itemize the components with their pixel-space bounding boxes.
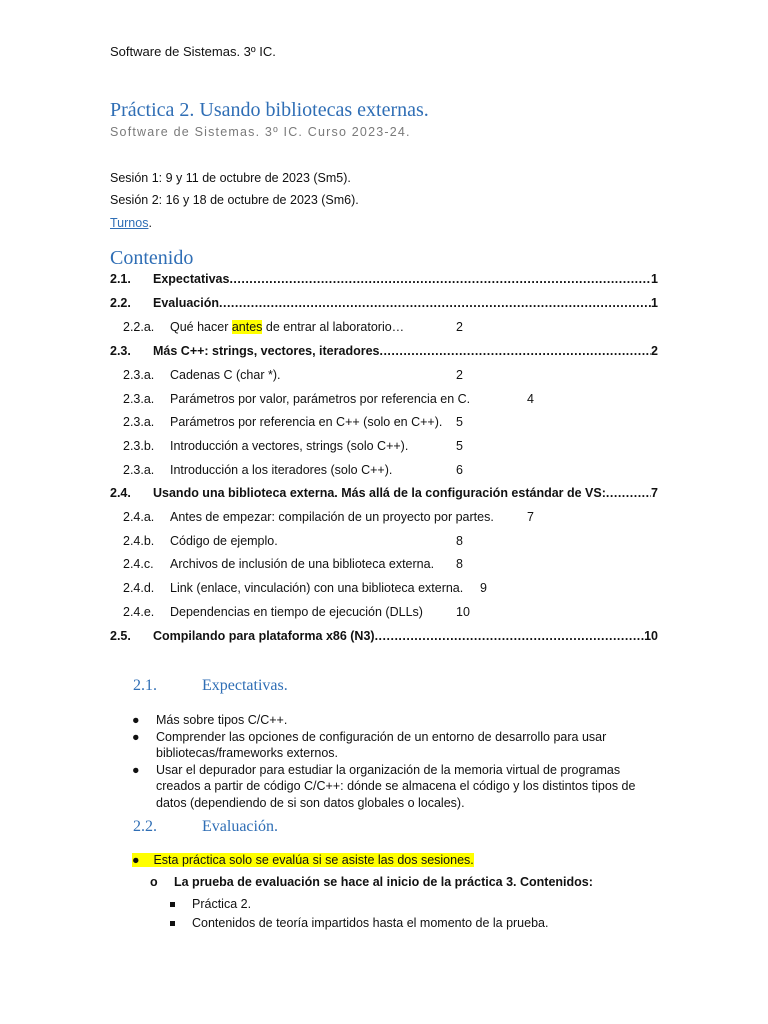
toc-text: Compilando para plataforma x86 (N3) (153, 629, 375, 643)
toc-text: Parámetros por referencia en C++ (solo en C++). (170, 415, 443, 429)
toc-number: 2.4.e. (123, 605, 155, 619)
evaluation-bullet (132, 853, 474, 867)
toc-leader (229, 272, 651, 286)
bullet-icon: ● (132, 762, 140, 777)
section-number: 2.1. (133, 677, 157, 694)
toc-entry-2-4-a[interactable] (123, 510, 534, 530)
toc-page: 5 (456, 415, 463, 429)
toc-entry-2-4-e[interactable] (123, 605, 470, 625)
bullet-icon: ● (132, 729, 140, 744)
square-bullet-icon (170, 902, 175, 907)
toc-number: 2.4.b. (123, 534, 155, 548)
toc-text: Más C++: strings, vectores, iteradores (153, 344, 380, 358)
toc-entry-2-3-b[interactable] (123, 439, 463, 459)
toc-page: 7 (651, 486, 658, 500)
toc-entry-2-4-c[interactable] (123, 557, 463, 577)
list-item: Práctica 2. (170, 897, 570, 915)
toc-entry-2-4-d[interactable] (123, 581, 487, 601)
toc-text: Expectativas (153, 272, 230, 286)
toc-leader (219, 296, 651, 310)
toc-leader (379, 344, 651, 358)
toc-text: Qué hacer (170, 320, 232, 334)
list-item: ● Comprender las opciones de configuración de un entorno de desarrollo para usar bibliotecas/frameworks externos. (132, 729, 607, 760)
toc-page: 9 (480, 581, 487, 595)
session-1: Sesión 1: 9 y 11 de octubre de 2023 (Sm5). (110, 171, 351, 185)
section-title: Expectativas. (202, 677, 288, 694)
section-heading-2-2 (133, 818, 433, 838)
toc-number: 2.3.a. (123, 463, 155, 477)
toc-entry-2-5[interactable] (110, 629, 658, 649)
toc-text: Introducción a los iteradores (solo C++). (170, 463, 393, 477)
toc-number: 2.5. (110, 629, 131, 643)
toc-number: 2.3.a. (123, 392, 155, 406)
turnos-line (110, 216, 152, 230)
toc-text: Antes de empezar: compilación de un proyecto por partes. (170, 510, 494, 524)
toc-number: 2.3.a. (123, 415, 155, 429)
toc-entry-2-2[interactable] (110, 296, 658, 316)
evaluation-sub-bullet: o La prueba de evaluación se hace al inicio de la práctica 3. Contenidos: (150, 875, 593, 889)
toc-page: 8 (456, 557, 463, 571)
turnos-suffix: . (148, 216, 152, 230)
toc-number: 2.4. (110, 486, 131, 500)
toc-page: 1 (651, 272, 658, 286)
evaluation-note: Esta práctica solo se evalúa si se asiste las dos sesiones. (153, 853, 474, 867)
toc-text: Usando una biblioteca externa. Más allá de la configuración estándar de VS: (153, 486, 606, 500)
toc-entry-2-3[interactable] (110, 344, 658, 364)
toc-page: 5 (456, 439, 463, 453)
toc-page: 4 (527, 392, 534, 406)
toc-entry-2-3-a-4[interactable] (123, 463, 463, 483)
toc-number: 2.3. (110, 344, 131, 358)
toc-number: 2.2.a. (123, 320, 155, 334)
toc-text: Evaluación (153, 296, 219, 310)
toc-entry-2-3-a-3[interactable] (123, 415, 463, 435)
expectations-list (132, 712, 672, 811)
toc-page: 10 (456, 605, 470, 619)
section-number: 2.2. (133, 818, 157, 835)
bullet-icon: ● (132, 713, 140, 727)
toc-leader (606, 486, 651, 500)
toc-text: de entrar al laboratorio… (262, 320, 405, 334)
toc-page: 6 (456, 463, 463, 477)
toc-text: Archivos de inclusión de una biblioteca externa. (170, 557, 435, 571)
toc-entry-2-4[interactable] (110, 486, 658, 506)
toc-page: 2 (651, 344, 658, 358)
page-header: Software de Sistemas. 3º IC. (110, 44, 276, 59)
toc-page: 10 (644, 629, 658, 643)
section-title: Evaluación. (202, 818, 278, 835)
toc-number: 2.3.a. (123, 368, 155, 382)
toc-page: 8 (456, 534, 463, 548)
toc-page: 2 (456, 368, 463, 382)
toc-number: 2.4.d. (123, 581, 155, 595)
list-item: ● Más sobre tipos C/C++. (132, 713, 288, 727)
toc-text: Dependencias en tiempo de ejecución (DLLs) (170, 605, 423, 619)
toc-text-highlight: antes (231, 320, 263, 334)
toc-entry-2-1[interactable] (110, 272, 658, 292)
toc-page: 2 (456, 320, 463, 334)
toc-number: 2.4.c. (123, 557, 154, 571)
list-item: Contenidos de teoría impartidos hasta el momento de la prueba. (170, 916, 590, 934)
list-item: ● Usar el depurador para estudiar la organización de la memoria virtual de programas creados a partir de código C/C++: dónde se almacena el código y los distintos tipos de datos (dependiendo de si son datos globales o locales). (132, 762, 636, 810)
circle-bullet-icon: o (150, 875, 158, 889)
toc-text: Parámetros por valor, parámetros por referencia en C. (170, 392, 471, 406)
session-2: Sesión 2: 16 y 18 de octubre de 2023 (Sm6). (110, 193, 359, 207)
document-subtitle: Software de Sistemas. 3º IC. Curso 2023-24. (110, 125, 411, 139)
toc-page: 7 (527, 510, 534, 524)
toc-number: 2.1. (110, 272, 131, 286)
toc-page: 1 (651, 296, 658, 310)
toc-entry-2-3-a-2[interactable] (123, 392, 534, 412)
toc-entry-2-2-a[interactable] (123, 320, 463, 340)
turnos-link[interactable]: Turnos (110, 216, 149, 230)
toc-number: 2.2. (110, 296, 131, 310)
section-heading-2-1 (133, 677, 433, 697)
toc-entry-2-4-b[interactable] (123, 534, 463, 554)
toc-number: 2.3.b. (123, 439, 155, 453)
toc-text: Cadenas C (char *). (170, 368, 281, 382)
toc-text: Introducción a vectores, strings (solo C++). (170, 439, 409, 453)
toc-heading: Contenido (110, 247, 194, 269)
square-bullet-icon (170, 921, 175, 926)
toc-leader (375, 629, 645, 643)
toc-number: 2.4.a. (123, 510, 155, 524)
toc-text: Link (enlace, vinculación) con una biblioteca externa. (170, 581, 464, 595)
bullet-icon: ● (132, 853, 154, 867)
toc-text: Código de ejemplo. (170, 534, 278, 548)
toc-entry-2-3-a[interactable] (123, 368, 463, 388)
document-title: Práctica 2. Usando bibliotecas externas. (110, 99, 429, 121)
